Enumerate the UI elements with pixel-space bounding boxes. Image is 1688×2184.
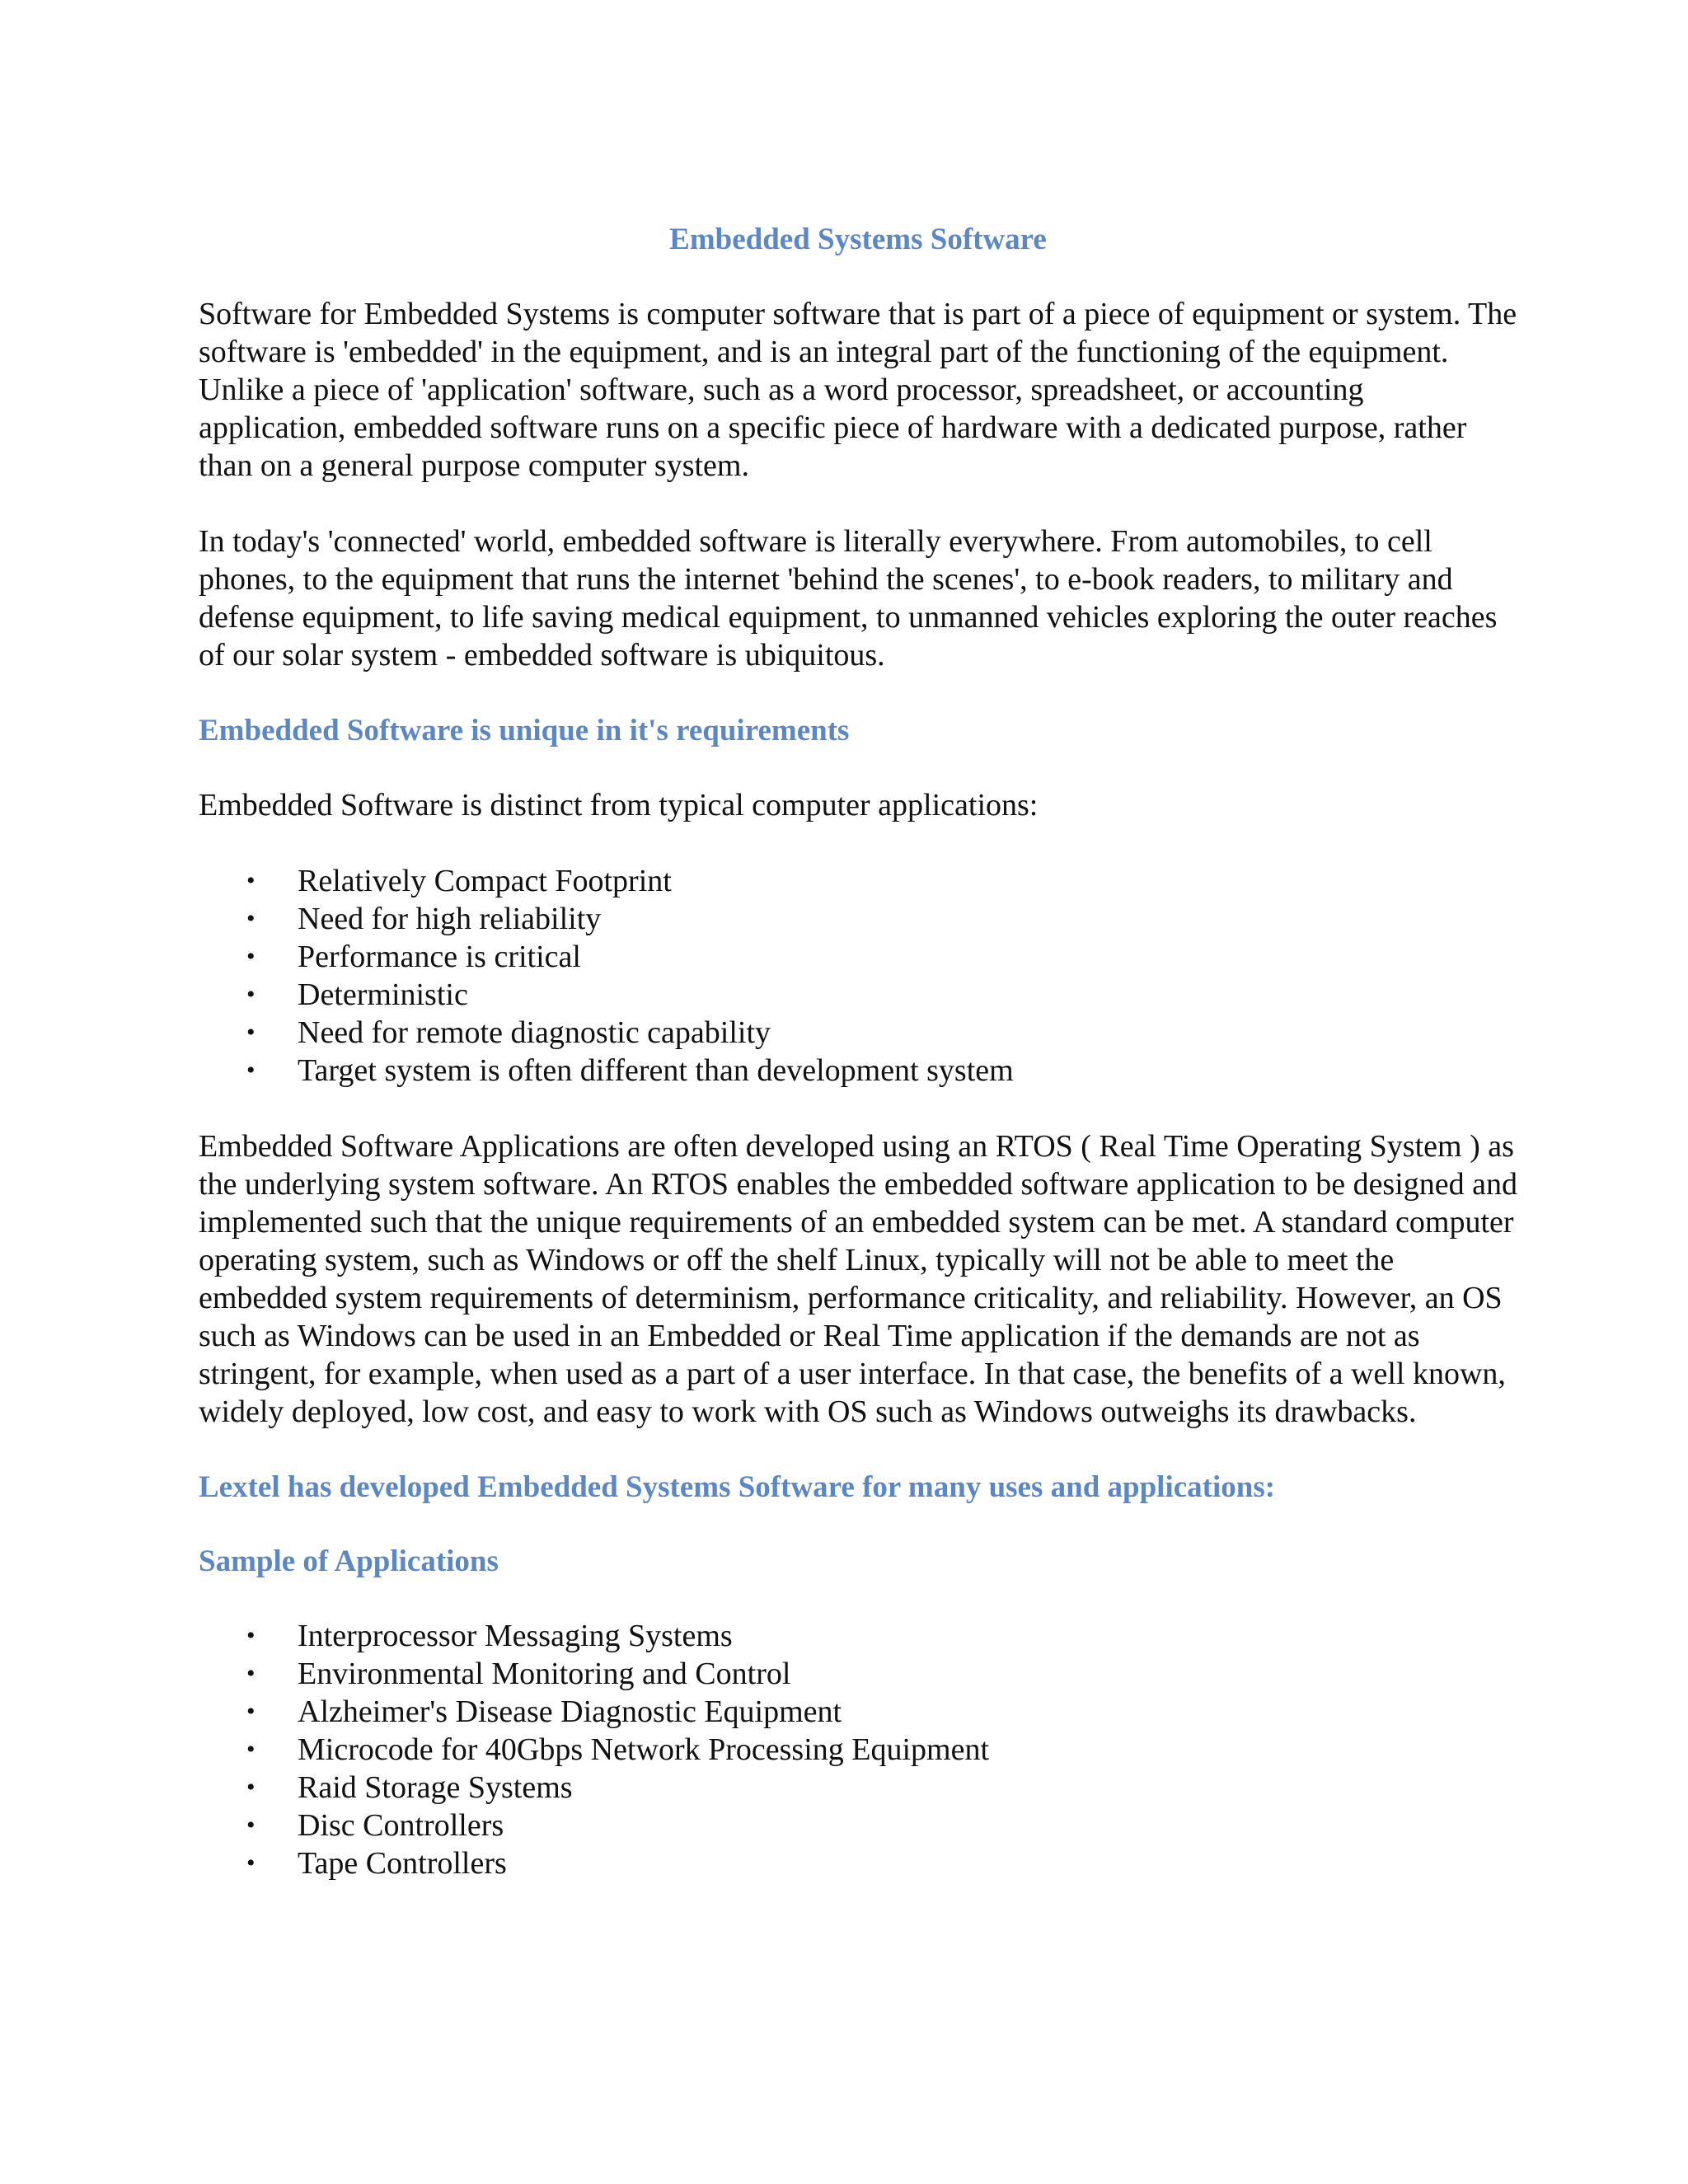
list-item-text: Need for remote diagnostic capability <box>298 1015 771 1050</box>
list-item-text: Need for high reliability <box>298 902 602 936</box>
list-item <box>199 976 1517 1014</box>
list-item <box>199 900 1517 938</box>
bullet-icon: • <box>246 1622 256 1649</box>
list-item <box>199 1052 1517 1090</box>
list-item-text: Performance is critical <box>298 940 581 974</box>
bullet-icon: • <box>246 981 256 1008</box>
bullet-icon: • <box>246 943 256 970</box>
list-item-text: Environmental Monitoring and Control <box>298 1657 791 1691</box>
list-item-text: Raid Storage Systems <box>298 1770 573 1805</box>
unique-lead-text: Embedded Software is distinct from typical computer applications: <box>199 788 1039 823</box>
bullet-icon: • <box>246 1774 256 1801</box>
bullet-icon: • <box>246 1019 256 1046</box>
page-title: Embedded Systems Software <box>669 223 1047 256</box>
list-item <box>199 1014 1517 1052</box>
requirements-list <box>199 862 1517 1090</box>
bullet-icon: • <box>246 1698 256 1725</box>
bullet-icon: • <box>246 1811 256 1839</box>
bullet-icon: • <box>246 1736 256 1763</box>
bullet-icon: • <box>246 1660 256 1687</box>
applications-list <box>199 1617 1517 1882</box>
list-item <box>199 1807 1517 1844</box>
list-item-text: Alzheimer's Disease Diagnostic Equipment <box>298 1694 842 1729</box>
list-item-text: Deterministic <box>298 977 468 1012</box>
section-heading-lextel: Lextel has developed Embedded Systems Software for many uses and applications: <box>199 1470 1276 1504</box>
list-item <box>199 1693 1517 1731</box>
list-item-text: Disc Controllers <box>298 1808 504 1843</box>
document-content <box>199 221 1517 1920</box>
list-item <box>199 1731 1517 1769</box>
list-item-text: Interprocessor Messaging Systems <box>298 1619 733 1653</box>
intro-paragraph-2: In today's 'connected' world, embedded software is literally everywhere. From automobiles, to cell phones, to the equipment that runs the internet 'behind the scenes', to e-book readers, to military and defense equipment, to life saving medical equipment, to unmanned vehicles exploring the outer reaches of our solar system - embedded software is ubiquitous. <box>199 524 1498 673</box>
list-item-text: Target system is often different than development system <box>298 1053 1014 1088</box>
list-item <box>199 1617 1517 1655</box>
bullet-icon: • <box>246 867 256 894</box>
rtos-paragraph: Embedded Software Applications are often developed using an RTOS ( Real Time Operating System ) as the underlying system software. An RTOS enables the embedded software application to be designed and implemented such that the unique requirements of an embedded system can be met. A standard computer operating system, such as Windows or off the shelf Linux, typically will not be able to meet the embedded system requirements of determinism, performance criticality, and reliability. However, an OS such as Windows can be used in an Embedded or Real Time application if the demands are not as stringent, for example, when used as a part of a user interface. In that case, the benefits of a well known, widely deployed, low cost, and easy to work with OS such as Windows outweighs its drawbacks. <box>199 1129 1518 1429</box>
bullet-icon: • <box>246 1849 256 1877</box>
list-item <box>199 938 1517 976</box>
list-item <box>199 1655 1517 1693</box>
bullet-icon: • <box>246 1057 256 1084</box>
list-item-text: Relatively Compact Footprint <box>298 864 672 898</box>
section-heading-samples: Sample of Applications <box>199 1544 499 1578</box>
section-heading-unique: Embedded Software is unique in it's requirements <box>199 714 850 748</box>
list-item <box>199 1844 1517 1882</box>
list-item-text: Microcode for 40Gbps Network Processing Equipment <box>298 1732 990 1767</box>
bullet-icon: • <box>246 905 256 932</box>
intro-paragraph-1: Software for Embedded Systems is computer software that is part of a piece of equipment or system. The software is 'embedded' in the equipment, and is an integral part of the functioning of the equipment. Unlike a piece of 'application' software, such as a word processor, spreadsheet, or accounting application, embedded software runs on a specific piece of hardware with a dedicated purpose, rather than on a general purpose computer system. <box>199 297 1517 483</box>
list-item-text: Tape Controllers <box>298 1846 507 1881</box>
list-item <box>199 1769 1517 1807</box>
list-item <box>199 862 1517 900</box>
